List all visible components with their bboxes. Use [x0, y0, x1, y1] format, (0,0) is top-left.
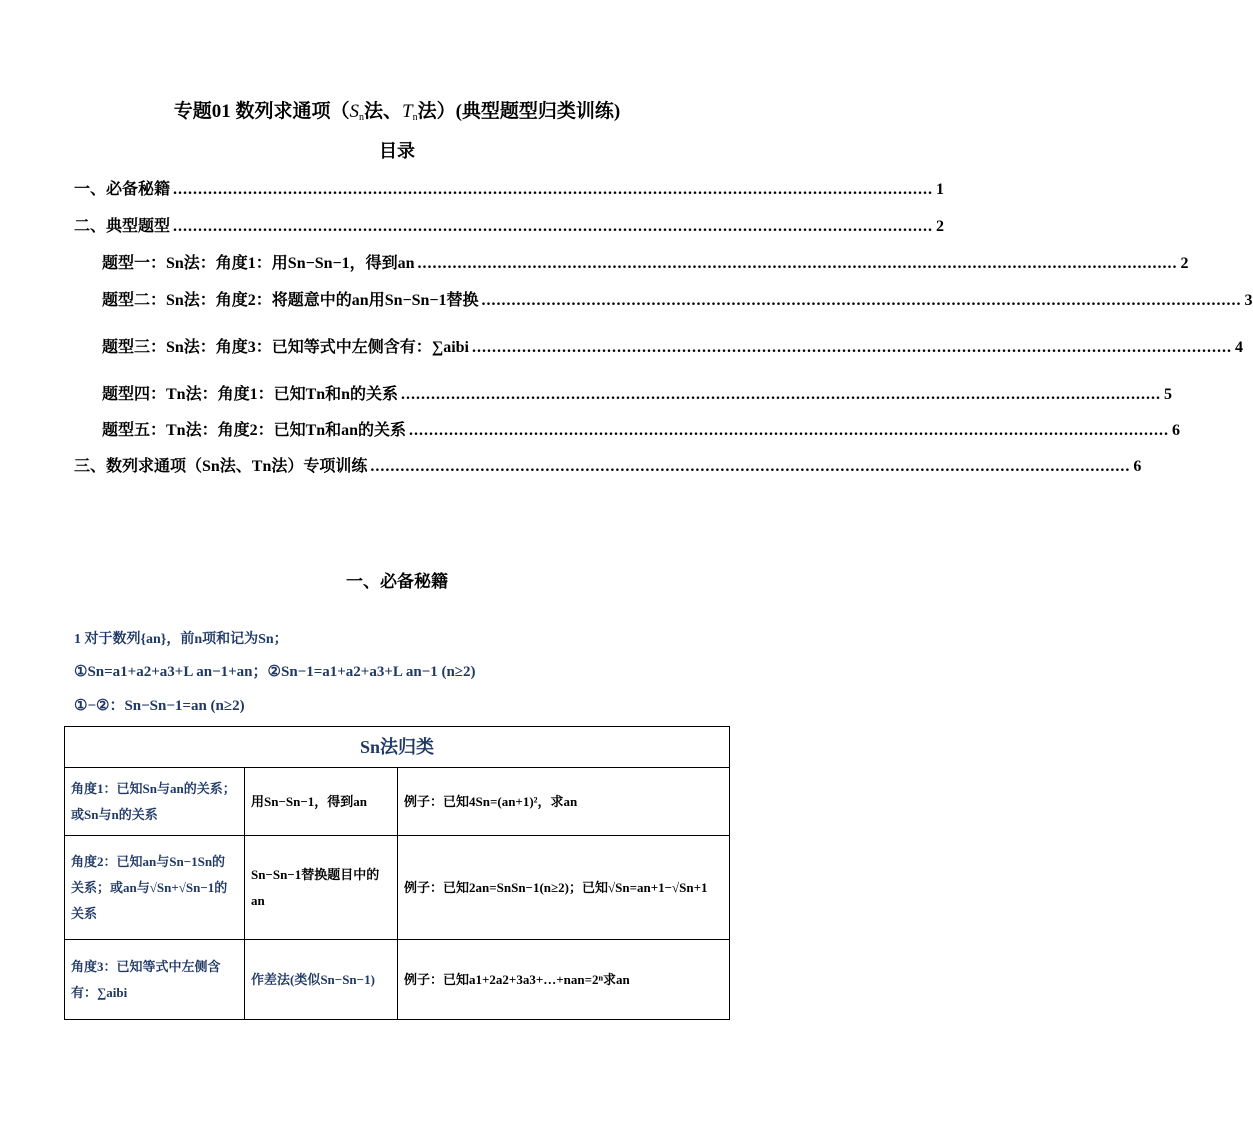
- toc-heading: 目录: [379, 141, 415, 161]
- toc-entry-label: 题型二：Sn法：角度2：将题意中的an用Sn−Sn−1替换: [102, 292, 479, 309]
- table-cell: 角度2：已知an与Sn−1Sn的关系；或an与√Sn+√Sn−1的关系: [65, 836, 245, 940]
- toc-entry-label: 题型一：Sn法：角度1：用Sn−Sn−1，得到an: [102, 255, 415, 272]
- toc-entry-page: 5: [1164, 386, 1173, 403]
- toc-leader: ........................................................................................................................................................: [409, 422, 1170, 439]
- toc-entry-page: 1: [936, 181, 945, 198]
- body-line-1: 1 对于数列{an}，前n项和记为Sn；: [74, 632, 288, 647]
- table-header: Sn法归类: [65, 727, 730, 768]
- toc-entry-page: 4: [1235, 339, 1243, 356]
- table-cell: 作差法(类似Sn−Sn−1): [245, 940, 398, 1020]
- table-cell: 例子：已知4Sn=(an+1)²，求an: [398, 768, 730, 836]
- table-cell: Sn−Sn−1替换题目中的an: [245, 836, 398, 940]
- toc-entry-8[interactable]: [74, 452, 1142, 476]
- toc-entry-5[interactable]: [102, 333, 1243, 357]
- toc-entry-page: 6: [1133, 458, 1142, 475]
- toc-leader: ........................................................................................................................................................: [173, 218, 934, 235]
- toc-entry-3[interactable]: [102, 249, 1189, 273]
- toc-entry-6[interactable]: [102, 380, 1173, 404]
- toc-leader: ........................................................................................................................................................: [481, 292, 1242, 309]
- body-line-3: ①−②：Sn−Sn−1=an (n≥2): [74, 698, 245, 714]
- toc-entry-4[interactable]: [102, 286, 1253, 310]
- toc-entry-label: 二、典型题型: [74, 218, 171, 235]
- sn-method-table: [64, 726, 730, 1020]
- toc-entry-page: 6: [1172, 422, 1181, 439]
- toc-entry-label: 题型三：Sn法：角度3：已知等式中左侧含有：∑aibi: [102, 339, 469, 356]
- toc-entry-page: 3: [1244, 292, 1253, 309]
- toc-entry-label: 题型四：Tn法：角度1：已知Tn和n的关系: [102, 386, 399, 403]
- toc-leader: ........................................................................................................................................................: [472, 339, 1232, 356]
- table-cell: 用Sn−Sn−1，得到an: [245, 768, 398, 836]
- toc-entry-label: 题型五：Tn法：角度2：已知Tn和an的关系: [102, 422, 407, 439]
- table-cell: 角度1：已知Sn与an的关系；或Sn与n的关系: [65, 768, 245, 836]
- toc-leader: ........................................................................................................................................................: [401, 386, 1162, 403]
- toc-entry-label: 一、必备秘籍: [74, 181, 171, 198]
- toc-entry-7[interactable]: [102, 416, 1181, 440]
- document-title: 专题01 数列求通项（$S_n$法、$T_n$法）(典型题型归类训练): [173, 101, 621, 123]
- toc-entry-2[interactable]: [74, 212, 945, 236]
- table-cell: 例子：已知2an=SnSn−1(n≥2)；已知√Sn=an+1−√Sn+1: [398, 836, 730, 940]
- toc-entry-page: 2: [1180, 255, 1189, 272]
- toc-leader: ........................................................................................................................................................: [370, 458, 1131, 475]
- section-heading: 一、必备秘籍: [346, 572, 448, 591]
- table-cell: 例子：已知a1+2a2+3a3+…+nan=2ⁿ求an: [398, 940, 730, 1020]
- toc-leader: ........................................................................................................................................................: [173, 181, 934, 198]
- body-line-2: ①Sn=a1+a2+a3+L an−1+an；②Sn−1=a1+a2+a3+L an−1 (n≥2): [74, 664, 476, 680]
- toc-entry-page: 2: [936, 218, 945, 235]
- toc-entry-1[interactable]: [74, 175, 945, 199]
- toc-leader: ........................................................................................................................................................: [417, 255, 1178, 272]
- table-cell: 角度3：已知等式中左侧含有：∑aibi: [65, 940, 245, 1020]
- toc-entry-label: 三、数列求通项（Sn法、Tn法）专项训练: [74, 458, 368, 475]
